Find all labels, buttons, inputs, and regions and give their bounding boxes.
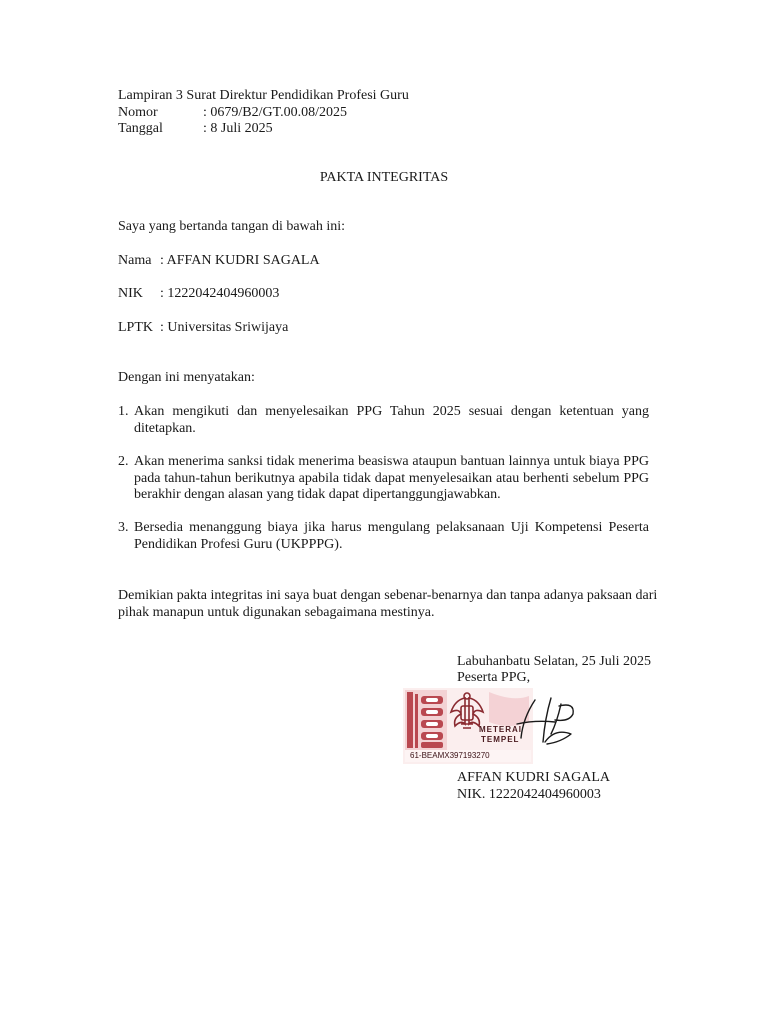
- statement-number: 2.: [118, 454, 129, 469]
- nama-value: : AFFAN KUDRI SAGALA: [160, 253, 320, 268]
- statement-item-2: [118, 454, 649, 504]
- tanggal-row: [118, 121, 273, 137]
- signer-nik: NIK. 1222042404960003: [457, 787, 601, 802]
- nama-label: Nama: [118, 253, 152, 268]
- nik-label: NIK: [118, 286, 143, 301]
- handwritten-signature-icon: [515, 694, 585, 748]
- attachment-line: Lampiran 3 Surat Direktur Pendidikan Profesi Guru: [118, 88, 409, 103]
- closing-paragraph: Demikian pakta integritas ini saya buat dengan sebenar-benarnya dan tanpa adanya paksaan dari pihak manapun untuk digunakan sebagaimana mestinya.: [118, 588, 658, 620]
- statement-item-3: [118, 520, 649, 553]
- place-date: Labuhanbatu Selatan, 25 Juli 2025: [457, 654, 652, 669]
- nik-value: : 1222042404960003: [160, 286, 280, 301]
- nomor-value: : 0679/B2/GT.00.08/2025: [203, 105, 348, 120]
- statement-text: Akan menerima sanksi tidak menerima beasiswa ataupun bantuan lainnya untuk biaya PPG pada tahun-tahun berikutnya apabila tidak dapat menyelesaikan atau berhenti sebelum PPG berakhir dengan alasan yang tidak dapat dipertanggungjawabkan.: [134, 454, 649, 502]
- statement-item-1: [118, 404, 649, 437]
- tanggal-value: : 8 Juli 2025: [203, 121, 273, 136]
- nik-row: [118, 286, 279, 302]
- signer-name: AFFAN KUDRI SAGALA: [457, 770, 610, 785]
- statement-text: Akan mengikuti dan menyelesaikan PPG Tahun 2025 sesuai dengan ketentuan yang ditetapkan.: [134, 404, 649, 436]
- tanggal-label: Tanggal: [118, 121, 163, 136]
- statement-text: Bersedia menanggung biaya jika harus mengulang pelaksanaan Uji Kompetensi Peserta Pendidikan Profesi Guru (UKPPPG).: [134, 520, 649, 552]
- nomor-row: [118, 105, 347, 121]
- lptk-row: [118, 320, 288, 336]
- intro-text: Saya yang bertanda tangan di bawah ini:: [118, 219, 346, 234]
- meterai-serial: 61-BEAMX397193270: [410, 751, 490, 760]
- statement-number: 3.: [118, 520, 129, 535]
- lptk-value: : Universitas Sriwijaya: [160, 320, 289, 335]
- meterai-text-2: TEMPEL: [481, 735, 520, 744]
- declaration-intro: Dengan ini menyatakan:: [118, 370, 255, 385]
- document-title: PAKTA INTEGRITAS: [319, 170, 449, 185]
- meterai-text-1: METERAI: [479, 725, 522, 734]
- nama-row: [118, 253, 320, 269]
- signer-role: Peserta PPG,: [457, 670, 531, 685]
- lptk-label: LPTK: [118, 320, 153, 335]
- statement-number: 1.: [118, 404, 129, 419]
- nomor-label: Nomor: [118, 105, 158, 120]
